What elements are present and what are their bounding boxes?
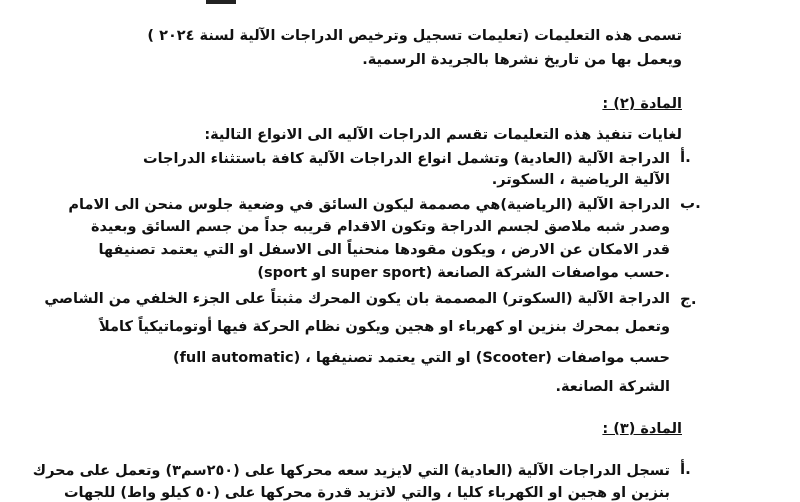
item-a-line-2: الآلية الرياضية ، السكوتر.: [491, 172, 670, 188]
article3-item-a-line-1: تسجل الدراجات الآلية (العادية) التي لايزيد سعه محركها على (٢٥٠سم٣) وتعمل على محرك: [32, 463, 670, 479]
item-b-line-1: الدراجة الآلية (الرياضية)هي مصممة ليكون السائق في وضعية جلوس منحن الى الامام: [68, 197, 670, 213]
item-b-line-4: (sport او super sport) حسب مواصفات الشركة الصانعة.: [257, 265, 670, 281]
item-c-line-1: الدراجة الآلية (السكوتر) المصممة بان يكون المحرك مثبتاً على الجزء الخلفي من الشاصي: [44, 291, 670, 307]
item-c-line-4: الشركة الصانعة.: [555, 379, 670, 395]
article1-line-2: ويعمل بها من تاريخ نشرها بالجريدة الرسمية.: [362, 52, 682, 68]
item-b-marker: ب.: [680, 194, 701, 212]
item-c-line-3: (full automatic) ، او التي يعتمد تصنيفها (Scooter) حسب مواصفات: [172, 350, 670, 366]
item-c-marker: ج.: [680, 290, 697, 308]
top-edge-mark: [206, 0, 236, 4]
item-a-line-1: الدراجة الآلية (العادية) وتشمل انواع الدراجات الآلية كافة باستثناء الدراجات: [143, 151, 670, 167]
article3-item-a-marker: أ.: [680, 460, 691, 478]
article1-line-1: تسمى هذه التعليمات (تعليمات تسجيل وترخيص الدراجات الآلية لسنة ٢٠٢٤ ): [147, 28, 682, 44]
article2-heading: المادة (٢) :: [602, 96, 682, 112]
article2-intro: لغايات تنفيذ هذه التعليمات تقسم الدراجات الآليه الى الانواع التالية:: [204, 127, 682, 143]
item-a-marker: أ.: [680, 148, 691, 166]
item-c-line-2: وتعمل بمحرك بنزين او كهرباء او هجين ويكون نظام الحركة فيها أوتوماتيكياً كاملاً: [99, 319, 670, 335]
item-b-line-3: قدر الامكان عن الارض ، ويكون مقودها منحنياً الى الاسفل او التي يعتمد تصنيفها: [98, 242, 670, 258]
item-b-line-2: وصدر شبه ملاصق لجسم الدراجة وتكون الاقدام قريبه جداً من جسم السائق وبعيدة: [90, 219, 670, 235]
article3-heading: المادة (٣) :: [602, 421, 682, 437]
article3-item-a-line-2: بنزين او هجين او الكهرباء كليا ، والتي لاتزيد قدرة محركها على (٥٠ كيلو واط) للجهات: [63, 485, 670, 501]
